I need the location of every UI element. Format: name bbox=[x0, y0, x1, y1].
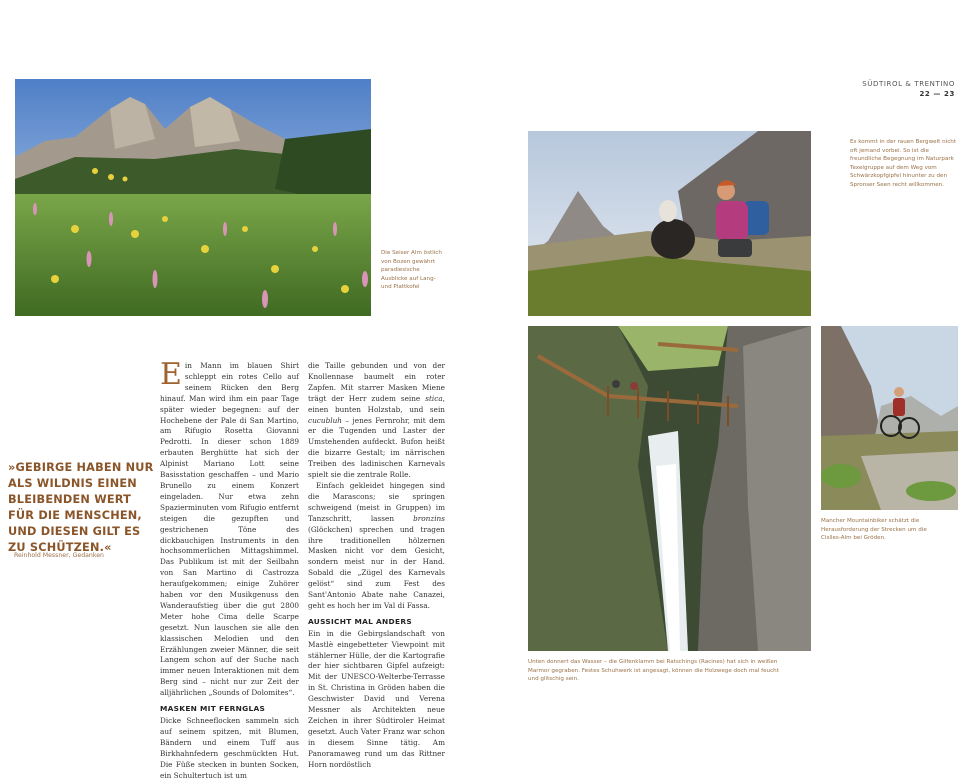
pull-quote: »GEBIRGE HABEN NUR ALS WILDNIS EINEN BLEIBENDEN WERT FÜR DIE MENSCHEN, UND DIESEN GILT ES ZU SCHÜTZEN.« bbox=[8, 461, 154, 554]
article-paragraph: Einfach gekleidet hingegen sind die Marascons; sie springen schweigend (meist in Gruppen) im Tanzschritt, lassen bronzins (Glöckchen) sprechen und tragen ihre traditionellen hölzernen Masken nicht vor dem Gesicht, sondern meist nur in der Hand. Sobald die „Zügel des Karnevals gelöst“ sind zum Fest des Sant'Antonio Abate nahe Canazei, geht es hoch her im Val di Fassa. bbox=[308, 480, 445, 610]
subheading-aussicht: AUSSICHT MAL ANDERS bbox=[308, 616, 412, 626]
subheading-masken: MASKEN MIT FERNGLAS bbox=[160, 704, 266, 714]
article-paragraph: Dicke Schneeflocken sammeln sich auf seinem spitzen, mit Blumen, Bändern und einem Tuff aus Birkhahnfedern geschmückten Hut. Die Füße stecken in bunten Socken, ein Schultertuch ist um bbox=[160, 716, 299, 780]
article-paragraph: die Taille gebunden und von der Knollennase baumelt ein roter Zapfen. Mit starrer Masken Miene trägt der Herr zudem seine stica, einen bunten Holzstab, und sein cucubluh – jenes Fernrohr, mit dem er die Tugenden und Laster der Umstehenden aufdeckt. Bufon heißt die bizarre Gestalt; im närrischen Treiben des ladinischen Karnevals spielt sie die zentrale Rolle. bbox=[308, 361, 445, 480]
section-title: SÜDTIROL & TRENTINO bbox=[862, 80, 955, 88]
page-numbers: 22 — 23 bbox=[919, 90, 955, 98]
drop-cap: E bbox=[160, 357, 182, 392]
mountainbiker-photo bbox=[821, 326, 958, 510]
article-column-1 bbox=[160, 357, 299, 781]
gilfenklamm-gorge-photo bbox=[528, 326, 811, 651]
seiser-alm-caption: Die Seiser Alm östlich von Bozen gewährt paradiesische Ausblicke auf Lang- und Plattkofel bbox=[381, 250, 442, 291]
hiker-with-goat-photo bbox=[528, 131, 811, 316]
bergwelt-caption: Es kommt in der rauen Bergwelt nicht oft jemand vorbei. So ist die freundliche Begegnung im Naturpark Texelgruppe auf dem Weg vom Schwärzkopfgipfel hinunter zu den Spronser Seen recht willkommen. bbox=[850, 139, 957, 188]
quote-source: Reinhold Messner, Gedanken bbox=[14, 552, 104, 559]
article-paragraph: Ein Mann im blauen Shirt schleppt ein rotes Cello auf seinem Rücken den Berg hinauf. Man wird ihm ein paar Tage später wieder begegnen: auf der Hochebene der Pale di San Martino, am Rifugio Rosetta Giovanni Pedrotti. In dieser schon 1889 erbauten Berghütte hat sich der Alpinist Mariano Lott seine Basisstation geschaffen – und Mario Brunello zu einem Konzert eingeladen. Nur etwa zehn Spazierminuten vom Rifugio entfernt steigen die gezupften und gestrichenen Töne des dickbauchigen Instruments in den hochsommerlichen Mittagshimmel. Das Publikum ist mit der Seilbahn von San Martino di Castrozza heraufgekommen; einige Zuhörer haben vor den Musikgenuss den Wanderaufstieg über die gut 2800 Meter hohe Cima delle Scarpe gesetzt. Nun lauschen sie alle den klassischen Melodien und den Erzählungen zweier Männer, die seit Langem schon auf der Suche nach immer neuen Interaktionen mit dem Berg sind – nicht nur zur Zeit der alljährlichen „Sounds of Dolomites“. bbox=[160, 357, 299, 698]
seiser-alm-meadow-photo bbox=[15, 79, 371, 316]
article-column-2 bbox=[308, 361, 445, 771]
gilfenklamm-caption: Unten donnert das Wasser – die Gilfenklamm bei Ratschings (Racines) hat sich in weißen Marmor gegraben. Festes Schuhwerk ist angesagt, können die Holzwege doch mal feucht und glitschig sein. bbox=[528, 659, 779, 683]
mountainbiker-caption: Mancher Mountainbiker schätzt die Herausforderung der Strecken um die Cislles-Alm bei Gröden. bbox=[821, 518, 927, 542]
article-paragraph: Ein in die Gebirgslandschaft von Mastlè eingebetteter Viewpoint mit stählerner Hülle, der die Kartografie der hier sichtbaren Gipfel aufzeigt: Mit der UNESCO-Welterbe-Terrasse in St. Christina in Gröden haben die Geschwister David und Verena Messner als Architekten neue Zeichen in ihrer Südtiroler Heimat gesetzt. Auch Vater Franz war schon in diesem Sinne tätig. Am Panoramaweg rund um das Rittner Horn nordöstlich bbox=[308, 628, 445, 769]
